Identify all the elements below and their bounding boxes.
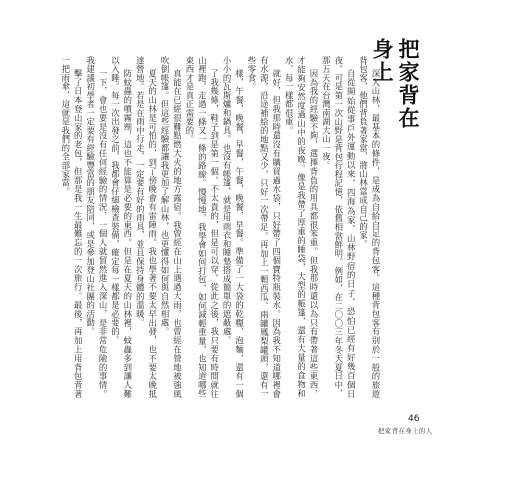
paragraph: 了我幾條，鞋子到是第一個。不太貴的，但是可以穿。從此之後，我只要有時間就往山裡跑，走過一條又一條的路線。慢慢地，我學會如何打包，如何減輕重量，也知道哪些東西才是真正需要的。 [184, 56, 220, 398]
chapter-title: 把家背在身上 [370, 38, 421, 130]
paragraph: 一下，會也要是沒有任何經驗的情況，一個人就貿然進入深山，是非常危險的事情。我建議初學者一定要有經驗豐富的朋友陪同，或是參加登山社團的活動。 [85, 56, 109, 398]
body-text [60, 56, 382, 398]
paragraph: 樣，午餐，晚餐，早餐，午餐，晚餐，早餐。準備了一大袋的乾糧、泡麵，還有一個小小的瓦斯爐和鍋具。也沒有帳篷，就是用雨衣和睡墊搭成簡單的遮蔽處。 [222, 56, 245, 398]
paragraph: 自從開始從事戶外運動以來，四海為家，山林野宿的日子，恐怕已經有好幾百個日夜。可是第一次山野是背包行程記憶，依舊相當鮮明。例如，在二〇〇三年冬天夏日中，那五天在台灣南湖大山一夜。 [321, 56, 357, 398]
paragraph: 擊了日本登山家的老包，但那是我一生最難忘的一次旅行。最後，再加上用背包背著一把雨傘，這就是我們的全部家當。 [60, 56, 84, 398]
paragraph: 夏天的山林是可怕的，到了傍晚會有雷陣雨。我也學著不要太早出發，也不要太晚抵達營地。若是在雨中行走，一定要有好的雨具，並且保持身體的溫暖。 [135, 56, 158, 398]
page-number: 46 [408, 414, 420, 424]
running-head: 把家背在身上的人 [378, 427, 433, 435]
paragraph: 因為我的經驗不夠，選擇背負的用具都很笨重。但我那時還以為只有帶著這些東西，才能夠安然度過山中的夜晚。像是我帶了厚重的睡袋，大型的帳篷，還有大量的食物和水，每一樣都很重。 [284, 56, 319, 398]
paragraph: 真能在已經很難點燃大火的地方露宿。我曾經在山上遇過大雨，也曾經在營地被強風吹倒帳篷。但這些經驗都讓我更加了解山林，也更懂得如何與自然相處。 [160, 56, 183, 398]
paragraph: 防蚊蟲的噴霧劑，這也不能算是必要的東西。但是在夏天的山林裡，蚊蟲多到讓人難以入睡。每一次出發之前，我都會仔細檢查裝備，確定每一樣都是必要的。 [110, 56, 133, 398]
paragraph: 深入山林，最基本的條件，是成為自給自足的背包客。這種背包客有別於一般的旅遊背包客，他們背負著家當，將山林當成自己的家。 [358, 56, 381, 398]
paragraph: 就好，但我那時還沒有購買過水袋，只好帶了四個寶特瓶裝水。因為我不知道哪裡會有水源，沿途補給的地點又少，只好一次帶足。再加上一顆西瓜、兩罐鳳梨罐頭，還有一些零食。 [246, 56, 282, 398]
